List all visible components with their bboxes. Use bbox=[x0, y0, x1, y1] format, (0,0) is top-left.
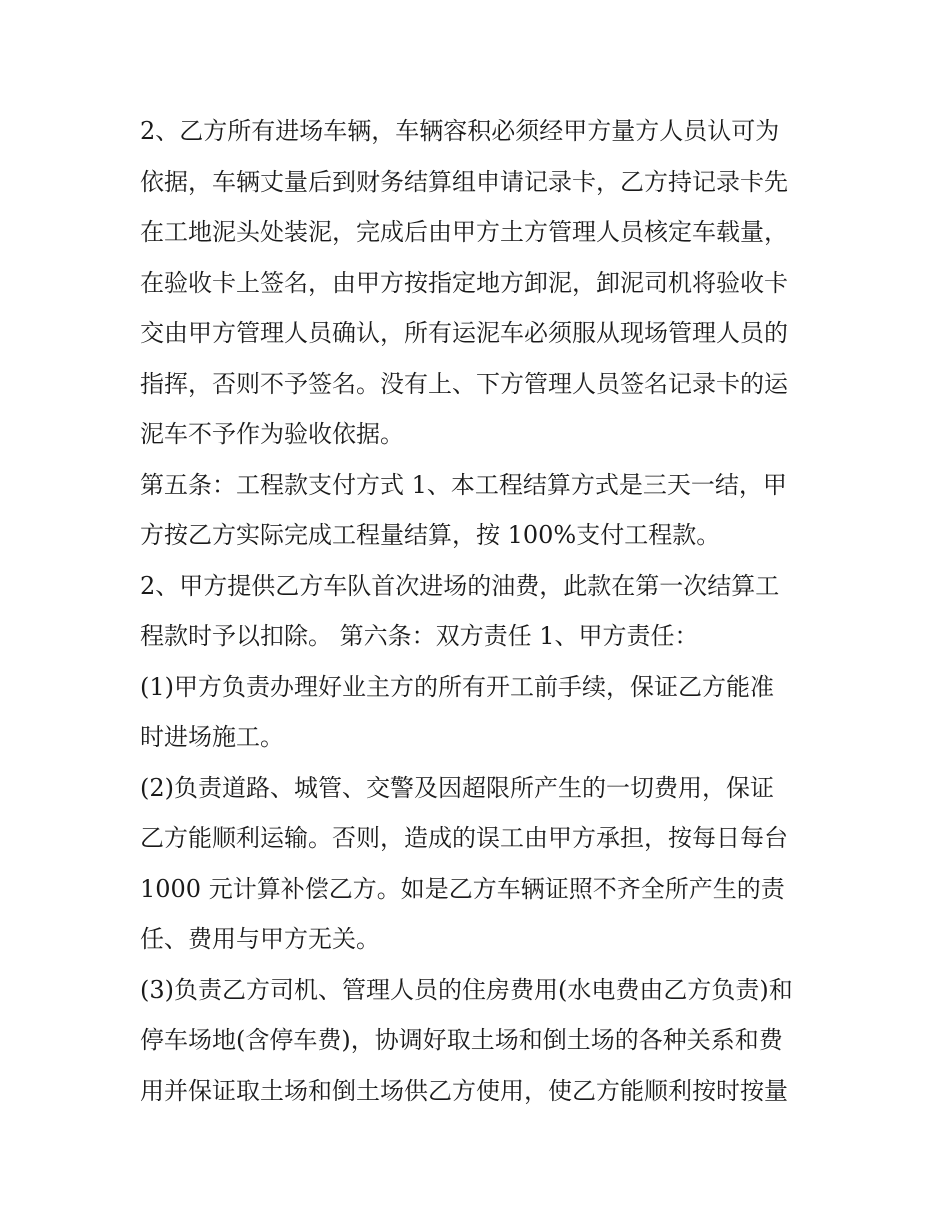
text-line: 交由甲方管理人员确认，所有运泥车必须服从现场管理人员的 bbox=[140, 319, 788, 347]
text-line: 在工地泥头处装泥，完成后由甲方土方管理人员核定车载量， bbox=[140, 218, 788, 246]
text-line: 停车场地(含停车费)，协调好取土场和倒土场的各种关系和费 bbox=[140, 1026, 783, 1054]
text-line: 用并保证取土场和倒土场供乙方使用，使乙方能顺利按时按量 bbox=[140, 1076, 788, 1105]
paragraph-article-five bbox=[140, 460, 820, 561]
text-line: (2)负责道路、城管、交警及因超限所产生的一切费用，保证 bbox=[140, 773, 774, 802]
text-line: (1)甲方负责办理好业主方的所有开工前手续，保证乙方能准 bbox=[140, 672, 774, 701]
text-line: 泥车不予作为验收依据。 bbox=[140, 420, 404, 448]
paragraph-item-3 bbox=[140, 965, 820, 1117]
text-line: (3)负责乙方司机、管理人员的住房费用(水电费由乙方负责)和 bbox=[140, 975, 793, 1004]
text-line: 依据，车辆丈量后到财务结算组申请记录卡，乙方持记录卡先 bbox=[140, 167, 788, 196]
text-line: 第五条：工程款支付方式 1、本工程结算方式是三天一结，甲 bbox=[140, 470, 787, 499]
text-line: 时进场施工。 bbox=[140, 723, 284, 751]
text-line: 任、费用与甲方无关。 bbox=[140, 925, 380, 953]
text-line: 乙方能顺利运输。否则，造成的误工由甲方承担，按每日每台 bbox=[140, 824, 788, 852]
text-line: 2、乙方所有进场车辆，车辆容积必须经甲方量方人员认可为 bbox=[140, 117, 780, 145]
text-line: 在验收卡上签名，由甲方按指定地方卸泥，卸泥司机将验收卡 bbox=[140, 268, 788, 297]
paragraph-item-2 bbox=[140, 763, 820, 965]
text-line: 1000 元计算补偿乙方。如是乙方车辆证照不齐全所产生的责 bbox=[140, 874, 785, 903]
paragraph-vehicle-volume bbox=[140, 106, 820, 460]
paragraph-fuel-fee bbox=[140, 561, 820, 662]
document-body bbox=[140, 106, 820, 1116]
text-line: 2、甲方提供乙方车队首次进场的油费，此款在第一次结算工 bbox=[140, 571, 780, 600]
text-line: 方按乙方实际完成工程量结算，按 100%支付工程款。 bbox=[140, 521, 721, 549]
paragraph-item-1 bbox=[140, 662, 820, 763]
text-line: 指挥，否则不予签名。没有上、下方管理人员签名记录卡的运 bbox=[140, 369, 788, 398]
text-line: 程款时予以扣除。 第六条：双方责任 1、甲方责任： bbox=[140, 622, 699, 650]
